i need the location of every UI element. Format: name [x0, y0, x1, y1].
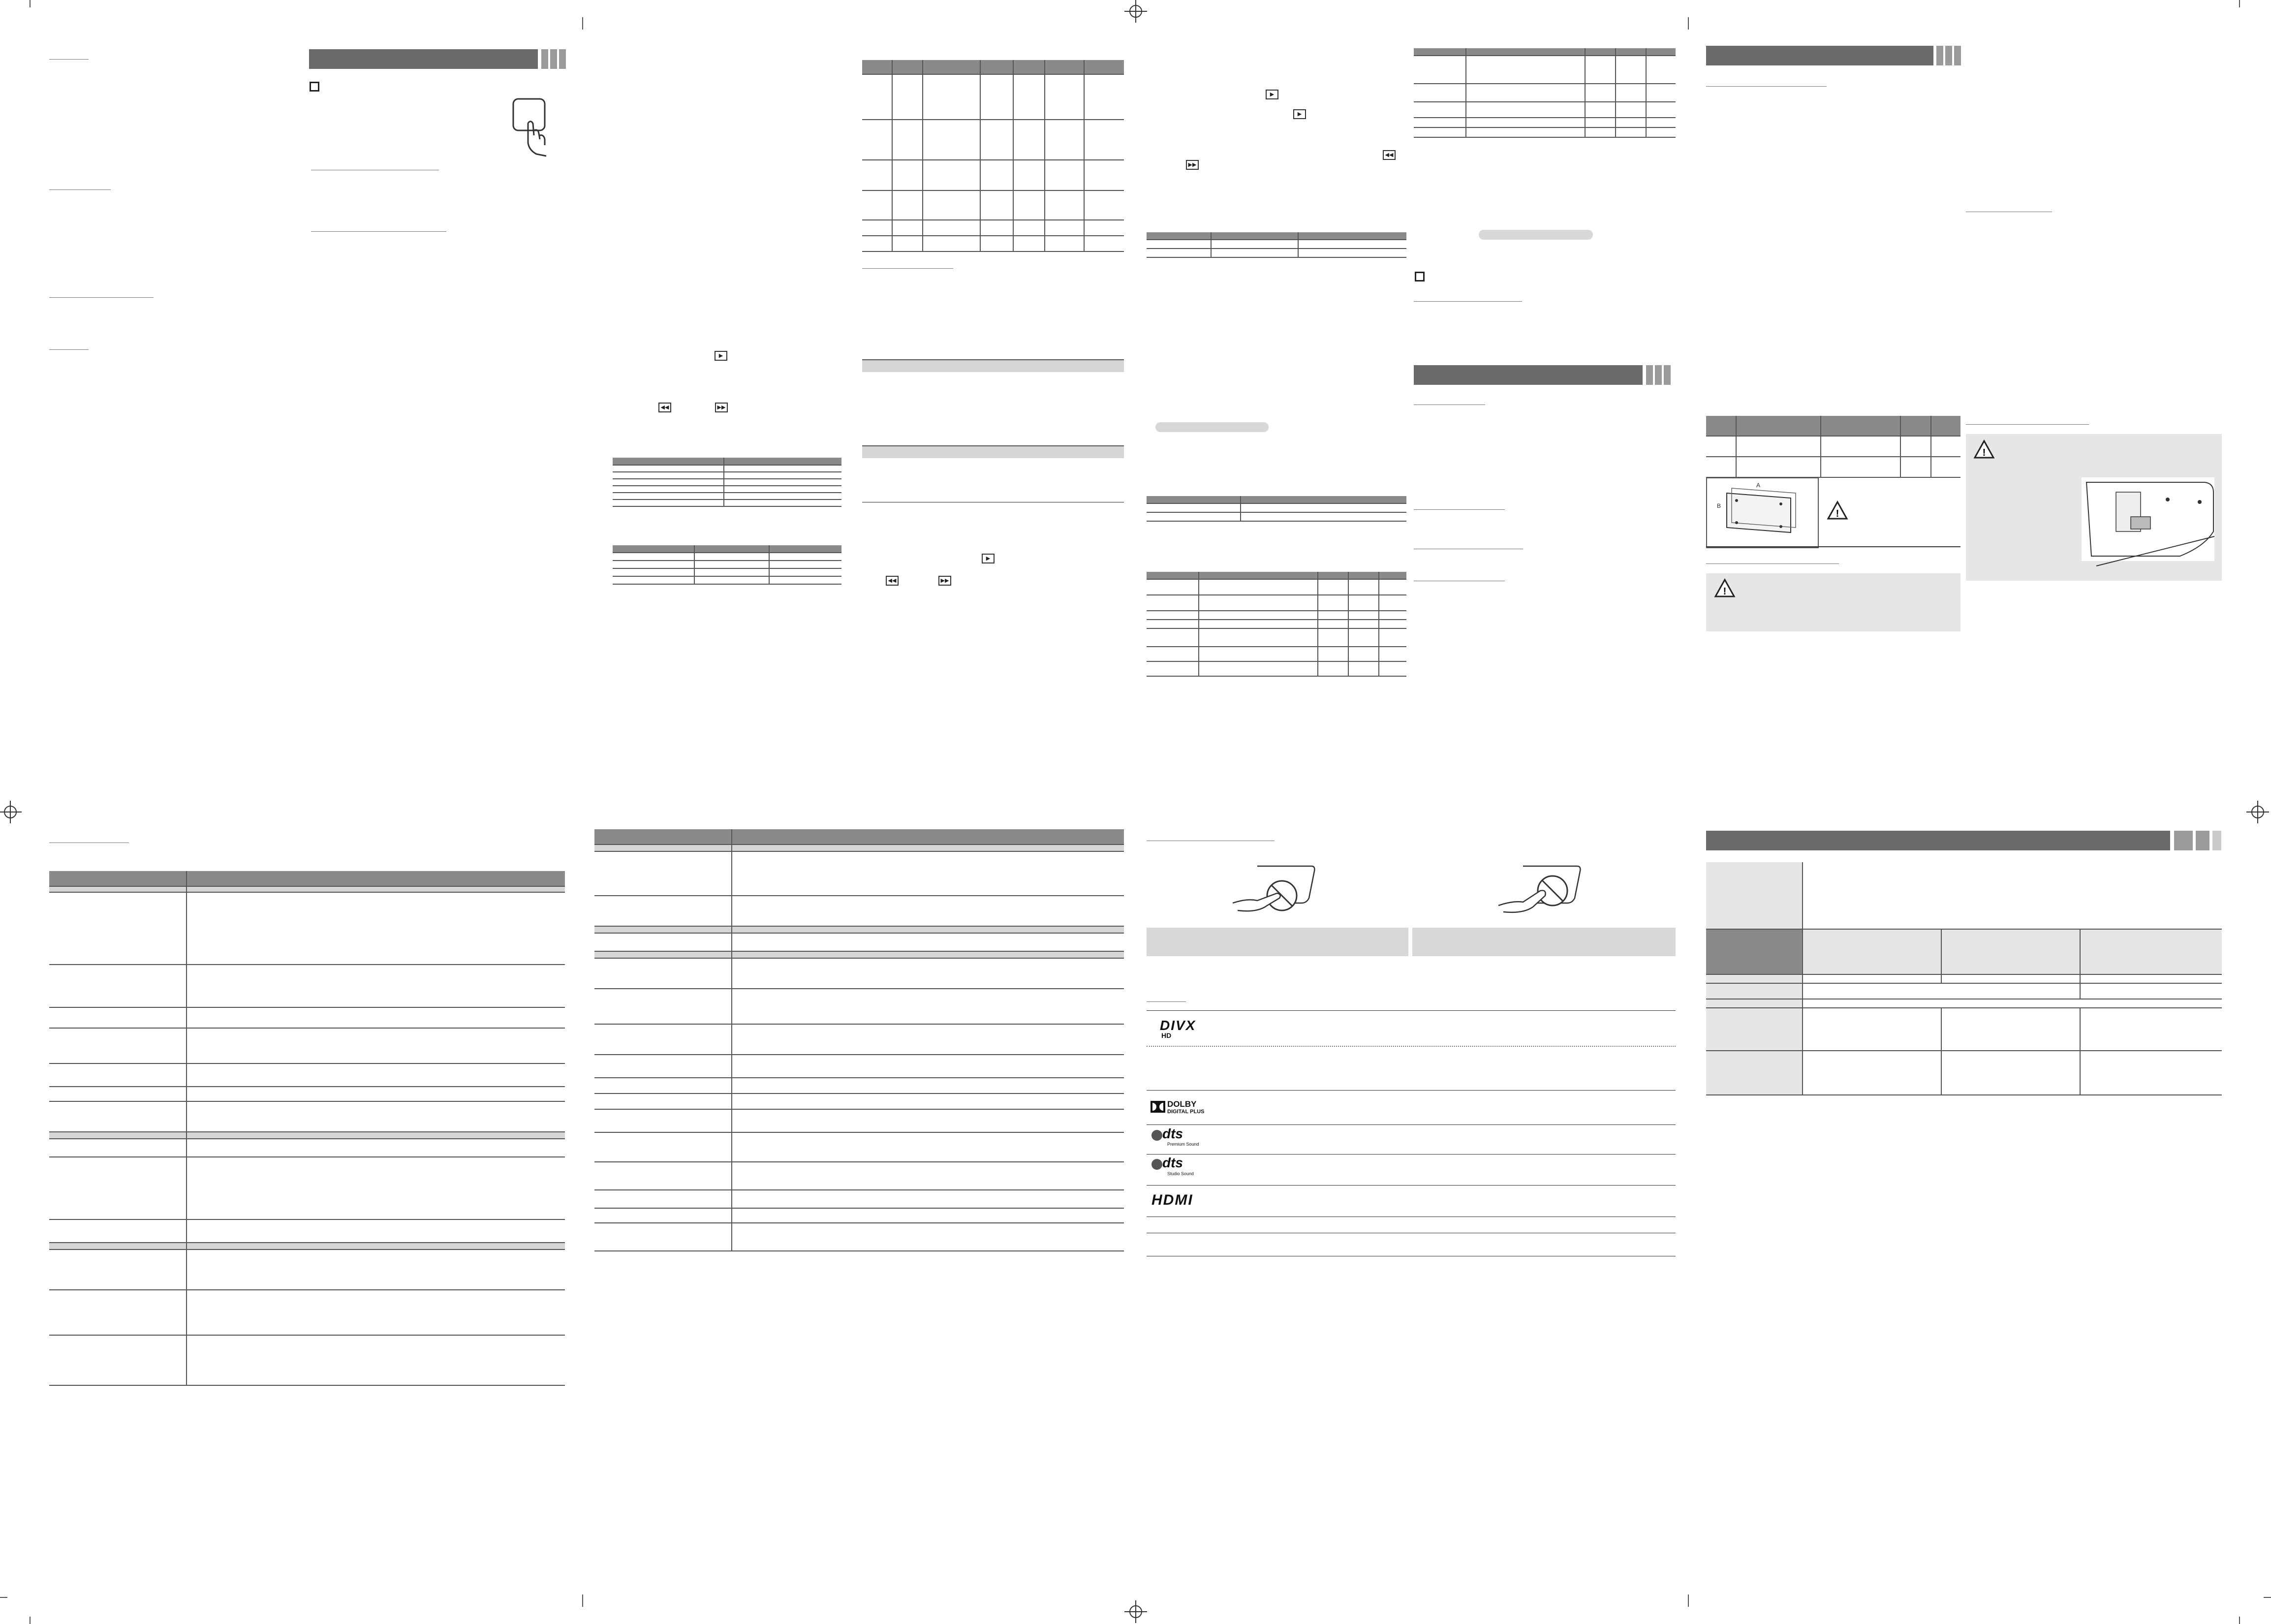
- divx-logo: DIVX: [1160, 1018, 1196, 1033]
- dts-disc-icon: [1151, 1159, 1162, 1170]
- svg-text:B: B: [1717, 502, 1721, 509]
- crop-mark: [582, 1594, 583, 1607]
- troubleshooting-table: [594, 829, 1124, 1251]
- section-header-tab: [1655, 365, 1662, 385]
- checkbox-bullet: [310, 82, 319, 92]
- fast-forward-icon: ▶▶: [938, 576, 951, 586]
- warning-icon: [1714, 578, 1736, 598]
- section-header-tab: [2212, 831, 2221, 850]
- table-rule: [1706, 546, 1960, 547]
- tv-back-illustration: [2082, 472, 2219, 571]
- play-icon: ▶: [1266, 90, 1278, 99]
- section-rule: [1966, 424, 2089, 425]
- caption-box: [1412, 928, 1676, 956]
- crop-mark: [2239, 1617, 2240, 1624]
- caption-pill: [1155, 422, 1269, 432]
- play-icon: ▶: [715, 351, 727, 361]
- dts-sub-logo: Premium Sound: [1167, 1142, 1199, 1147]
- checkbox-bullet: [1415, 272, 1425, 281]
- registration-mark-bottom: [1129, 1605, 1142, 1618]
- rewind-icon: ◀◀: [1383, 150, 1396, 160]
- hdmi-logo: HDMI: [1151, 1192, 1193, 1208]
- dolby-logo: DOLBY: [1167, 1099, 1197, 1109]
- section-header-tab: [1954, 46, 1961, 65]
- crop-mark: [2239, 0, 2240, 7]
- svg-text:!: !: [1723, 586, 1727, 597]
- section-header-bar: [1706, 831, 2170, 850]
- svg-text:A: A: [1756, 482, 1761, 489]
- section-rule: [49, 349, 89, 350]
- section-rule: [1414, 509, 1505, 510]
- touch-button-illustration: [509, 96, 554, 157]
- dts-logo: dts: [1162, 1126, 1183, 1141]
- crop-mark: [1688, 17, 1689, 30]
- section-header-tab: [1646, 365, 1653, 385]
- license-rule: [1147, 1124, 1676, 1125]
- dolby-icon: [1151, 1101, 1165, 1113]
- svg-text:!: !: [1835, 508, 1839, 519]
- license-rule: [1147, 1090, 1676, 1091]
- wall-mount-table: [1706, 416, 1960, 478]
- play-icon: ▶: [1293, 109, 1306, 119]
- section-header-tab: [2174, 831, 2193, 850]
- registration-mark-left: [4, 806, 17, 818]
- play-icon: ▶: [982, 554, 995, 563]
- section-header-tab: [1945, 46, 1952, 65]
- caution-box: [1706, 573, 1960, 631]
- section-band: [862, 445, 1124, 458]
- section-rule: [49, 189, 111, 190]
- section-header-tab: [2196, 831, 2209, 850]
- license-rule: [1147, 1010, 1676, 1011]
- fast-forward-icon: ▶▶: [1186, 160, 1199, 170]
- dotted-rule: [1147, 1046, 1676, 1047]
- section-rule: [311, 231, 446, 232]
- fast-forward-icon: ▶▶: [715, 403, 728, 412]
- section-header-bar: [1706, 46, 1933, 65]
- section-rule: [1147, 1001, 1186, 1002]
- cleaning-illustration-2: [1493, 859, 1587, 918]
- spec-table: [613, 545, 841, 585]
- section-rule: [1706, 86, 1827, 87]
- warning-icon: [1973, 439, 1995, 459]
- crop-mark: [0, 1597, 7, 1598]
- format-table: [1414, 48, 1676, 138]
- section-header-tab: [559, 49, 566, 69]
- license-rule: [1147, 1185, 1676, 1186]
- section-rule: [862, 268, 953, 269]
- section-rule: [1706, 563, 1839, 564]
- specifications-table: [1706, 862, 2222, 1095]
- section-rule: [49, 297, 154, 298]
- crop-mark: [582, 17, 583, 30]
- wall-mount-diagram: [1706, 477, 1819, 548]
- divx-hd-logo: HD: [1161, 1031, 1172, 1039]
- dts-sub-logo: Studio Sound: [1167, 1171, 1194, 1176]
- caption-box: [1147, 928, 1408, 956]
- dts-logo: dts: [1162, 1155, 1183, 1170]
- section-header-tab: [1936, 46, 1943, 65]
- crop-mark: [30, 0, 31, 7]
- troubleshooting-table: [49, 871, 565, 1386]
- section-header-tab: [1664, 365, 1671, 385]
- crop-mark: [30, 1617, 31, 1624]
- license-rule: [1147, 1154, 1676, 1155]
- section-header-tab: [550, 49, 557, 69]
- rewind-icon: ◀◀: [658, 403, 671, 412]
- spec-table: [1147, 232, 1406, 258]
- caption-pill: [1479, 230, 1593, 240]
- dts-disc-icon: [1151, 1130, 1162, 1141]
- cleaning-illustration-1: [1228, 859, 1321, 918]
- dolby-sub-logo: DIGITAL PLUS: [1167, 1109, 1205, 1115]
- section-header-bar: [1414, 365, 1643, 385]
- svg-text:!: !: [1982, 447, 1986, 458]
- spec-table: [1147, 496, 1406, 522]
- section-rule: [49, 59, 89, 60]
- section-rule: [1414, 301, 1522, 302]
- registration-mark-top: [1129, 5, 1142, 18]
- section-header-tab: [541, 49, 548, 69]
- format-table: [1147, 572, 1406, 677]
- warning-icon: [1827, 500, 1848, 520]
- crop-mark: [1688, 1594, 1689, 1607]
- section-header-bar: [309, 49, 538, 69]
- crop-mark: [2264, 1597, 2271, 1598]
- format-table: [862, 60, 1124, 252]
- spec-table: [613, 458, 841, 507]
- rewind-icon: ◀◀: [886, 576, 899, 586]
- section-band: [862, 359, 1124, 372]
- registration-mark-right: [2251, 806, 2264, 818]
